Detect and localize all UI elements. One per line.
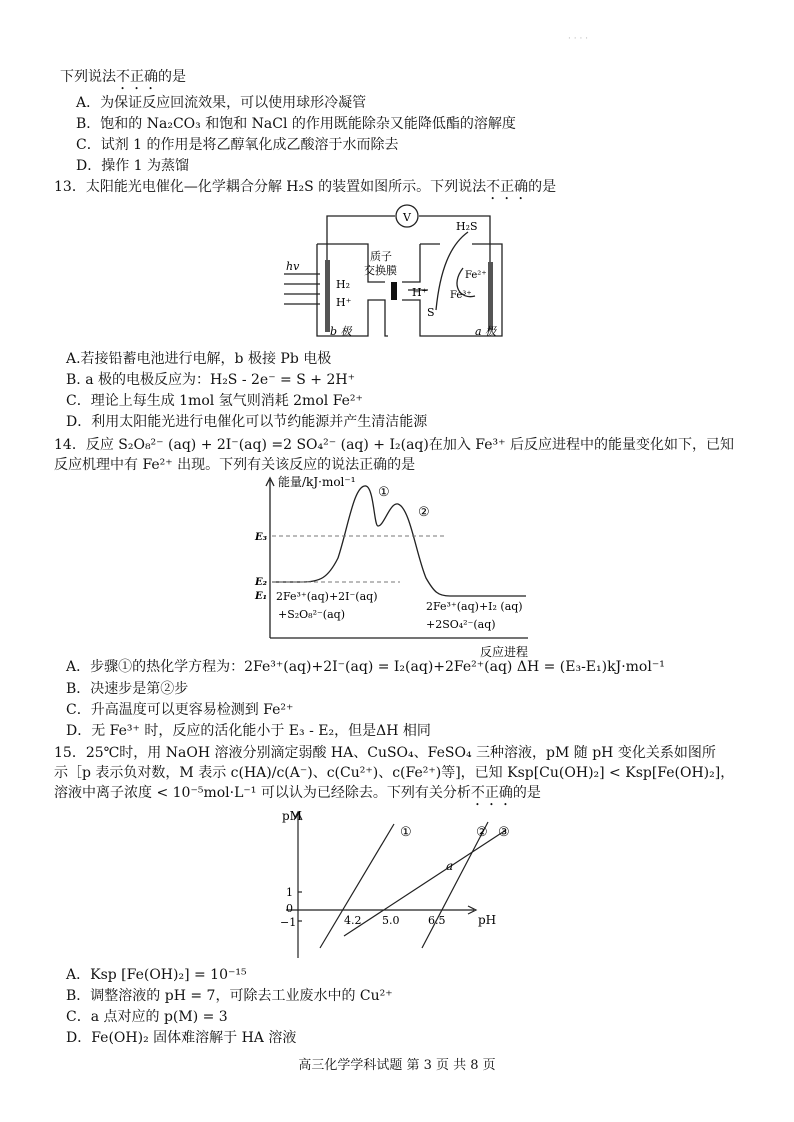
q14-option-b: B．决速步是第②步 [66,681,189,697]
e1-label: E₁ [255,591,268,602]
b-electrode [325,260,330,332]
energy-profile-chart [250,474,550,660]
h-plus-right-label: H⁺ [412,286,428,299]
y-tick-label-0: 0 [286,902,293,915]
x-tick-label-6-5: 6.5 [428,914,446,927]
product-label-1: 2Fe³⁺(aq)+I₂ (aq) [426,600,523,613]
a-electrode-label: a 极 [475,325,497,338]
q13-option-c: C．理论上每生成 1mol 氢气则消耗 2mol Fe²⁺ [66,393,363,409]
s-label: S [427,306,435,319]
membrane-label-2: 交换膜 [364,264,397,277]
q14-option-d: D．无 Fe³⁺ 时，反应的活化能小于 E₃ - E₂，但是ΔH 相同 [66,723,431,739]
pm-ph-chart [262,808,512,966]
light-arrows [284,274,320,304]
q12-option-b: B．饱和的 Na₂CO₃ 和饱和 NaCl 的作用既能除杂又能降低酯的溶解度 [76,116,516,132]
h2-label: H₂ [336,278,351,291]
series-2-line [422,822,488,948]
b-electrode-label: b 极 [330,325,352,338]
q13-option-a: A.若接铅蓄电池进行电解，b 极接 Pb 电极 [66,351,332,367]
peak-1-label: ① [378,485,390,500]
q12-option-c: C．试剂 1 的作用是将乙醇氧化成乙酸溶于水而除去 [76,137,399,153]
electrolysis-cell-diagram [280,200,520,345]
product-label-2: +2SO₄²⁻(aq) [426,618,496,631]
q14-option-a: A．步骤①的热化学方程为：2Fe³⁺(aq)+2I⁻(aq) = I₂(aq)+2Fe²⁺(aq) ΔH = (E₃-E₁)kJ·mol⁻¹ [66,659,665,675]
q14-stem-line1: 14．反应 S₂O₈²⁻ (aq) + 2I⁻(aq) =2 SO₄²⁻ (aq) + I₂(aq)在加入 Fe³⁺ 后反应进程中的能量变化如下，已知 [54,437,734,453]
y-axis-label: 能量/kJ·mol⁻¹ [278,475,356,489]
series-3-label: ③ [498,825,510,840]
peak-2-label: ② [418,505,430,520]
q14-option-c: C．升高温度可以更容易检测到 Fe²⁺ [66,702,294,718]
q12-option-d: D．操作 1 为蒸馏 [76,158,190,174]
h-plus-left-label: H⁺ [336,296,352,309]
point-a-label: a [446,859,454,873]
q13-option-b: B. a 极的电极反应为：H₂S - 2e⁻ = S + 2H⁺ [66,372,355,388]
reactant-label-1: 2Fe³⁺(aq)+2I⁻(aq) [276,590,378,603]
q14-stem-line2: 反应机理中有 Fe²⁺ 出现。下列有关该反应的说法正确的是 [54,457,416,473]
y-tick-label-neg1: −1 [280,916,297,929]
e2-label: E₂ [255,577,268,588]
y-tick-label-1: 1 [286,886,293,899]
a-electrode [488,262,493,330]
x-tick-label-4-2: 4.2 [344,914,362,927]
light-label: hv [286,260,300,273]
q15-stem-line2: 示［p 表示负对数，M 表示 c(HA)/c(A⁻)、c(Cu²⁺)、c(Fe²⁺)等]，已知 Ksp[Cu(OH)₂] < Ksp[Fe(OH)₂]， [54,765,735,781]
q12-stem: 下列说法不正确的是 [60,69,186,85]
x-axis-label: 反应进程 [480,645,529,659]
membrane-label-1: 质子 [370,250,392,263]
x-axis-label: pH [478,913,497,927]
y-axis-label: pM [282,809,302,823]
q15-stem-line1: 15．25℃时，用 NaOH 溶液分别滴定弱酸 HA、CuSO₄、FeSO₄ 三种溶液，pM 随 pH 变化关系如图所 [54,745,716,761]
q15-stem-line3: 溶液中离子浓度 < 10⁻⁵mol·L⁻¹ 可以认为已经除去。下列有关分析不正确的是 [54,785,541,801]
q15-option-d: D．Fe(OH)₂ 固体难溶解于 HA 溶液 [66,1030,297,1046]
header-mark: · · · · [568,34,589,44]
q15-option-c: C．a 点对应的 p(M) = 3 [66,1009,228,1025]
q12-option-a: A．为保证反应回流效果，可以使用球形冷凝管 [76,95,367,111]
proton-membrane [391,282,397,300]
reactant-label-2: +S₂O₈²⁻(aq) [278,608,345,621]
series-1-line [320,824,394,948]
q15-option-a: A．Ksp [Fe(OH)₂] = 10⁻¹⁵ [66,967,247,983]
voltmeter-label: V [403,211,411,224]
series-2-label: ② [476,825,488,840]
h2s-label: H₂S [456,220,478,233]
series-1-label: ① [400,825,412,840]
energy-curve [272,486,526,596]
q13-stem: 13．太阳能光电催化—化学耦合分解 H₂S 的装置如图所示。下列说法不正确的是 [54,179,557,195]
q15-option-b: B．调整溶液的 pH = 7，可除去工业废水中的 Cu²⁺ [66,988,393,1004]
e3-label: E₃ [255,532,268,543]
fe3-label: Fe³⁺ [450,290,472,301]
x-tick-label-5-0: 5.0 [382,914,400,927]
q13-option-d: D．利用太阳能光进行电催化可以节约能源并产生清洁能源 [66,414,428,430]
page-footer: 高三化学学科试题 第 3 页 共 8 页 [298,1058,496,1073]
fe2-label: Fe²⁺ [465,270,487,281]
